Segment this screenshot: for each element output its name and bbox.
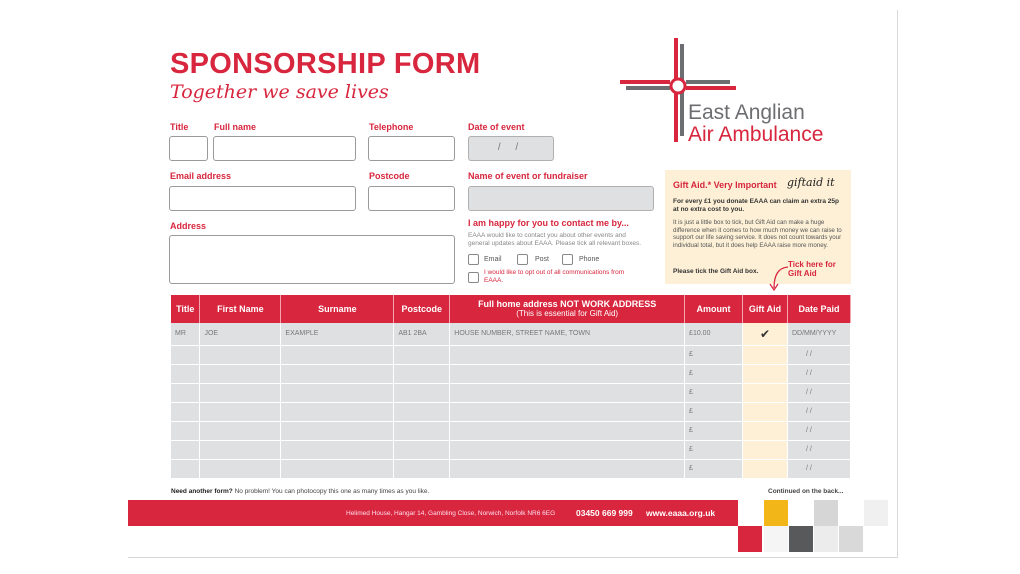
row-date-paid-cell[interactable]: / / bbox=[787, 421, 850, 440]
row-first-name-cell[interactable] bbox=[200, 421, 281, 440]
phone-checkbox[interactable] bbox=[562, 254, 573, 265]
row-postcode-cell[interactable] bbox=[394, 440, 450, 459]
row-surname-cell[interactable] bbox=[281, 440, 394, 459]
form-tagline: Together we save lives bbox=[170, 81, 389, 103]
contact-text: EAAA would like to contact you about other events and general updates about EAAA. Please tick all relevant boxes. bbox=[468, 232, 642, 247]
row-surname-cell[interactable] bbox=[281, 459, 394, 478]
row-title-cell[interactable] bbox=[171, 459, 200, 478]
full-name-field[interactable] bbox=[213, 136, 356, 161]
row-first-name-cell[interactable] bbox=[200, 383, 281, 402]
row-gift-aid-cell[interactable] bbox=[743, 402, 788, 421]
row-amount-cell[interactable]: £ bbox=[685, 421, 743, 440]
telephone-label: Telephone bbox=[369, 122, 414, 132]
row-address-cell[interactable] bbox=[450, 402, 685, 421]
row-first-name-cell[interactable] bbox=[200, 402, 281, 421]
table-row-example bbox=[171, 323, 851, 345]
col-address bbox=[450, 295, 685, 323]
col-postcode: Postcode bbox=[394, 295, 450, 323]
row-gift-aid-cell[interactable] bbox=[743, 383, 788, 402]
email-field[interactable] bbox=[169, 186, 356, 211]
post-checkbox[interactable] bbox=[517, 254, 528, 265]
row-address-cell[interactable] bbox=[450, 440, 685, 459]
email-label: Email address bbox=[170, 171, 232, 181]
row-title-cell[interactable] bbox=[171, 383, 200, 402]
row-surname-cell[interactable] bbox=[281, 345, 394, 364]
date-of-event-field[interactable]: / / bbox=[468, 136, 554, 161]
photocopy-note-bold: Need another form? bbox=[171, 488, 233, 495]
table-row bbox=[171, 459, 851, 478]
row-date-paid-cell[interactable]: / / bbox=[787, 440, 850, 459]
row-gift-aid-cell[interactable] bbox=[743, 364, 788, 383]
decor-square bbox=[764, 526, 788, 552]
row-title-cell[interactable] bbox=[171, 440, 200, 459]
row-postcode-cell[interactable] bbox=[394, 364, 450, 383]
row-first-name-cell[interactable] bbox=[200, 459, 281, 478]
example-postcode: AB1 2BA bbox=[394, 323, 450, 345]
example-surname: EXAMPLE bbox=[281, 323, 394, 345]
eaaa-logo bbox=[618, 36, 848, 156]
title-label: Title bbox=[170, 122, 189, 132]
row-date-paid-cell[interactable]: / / bbox=[787, 364, 850, 383]
row-title-cell[interactable] bbox=[171, 421, 200, 440]
form-title: SPONSORSHIP FORM bbox=[170, 48, 481, 80]
giftaid-logo: giftaid it bbox=[787, 176, 835, 189]
example-first-name: JOE bbox=[200, 323, 281, 345]
table-row bbox=[171, 383, 851, 402]
row-first-name-cell[interactable] bbox=[200, 364, 281, 383]
row-gift-aid-cell[interactable] bbox=[743, 421, 788, 440]
col-title: Title bbox=[171, 295, 200, 323]
col-first-name: First Name bbox=[200, 295, 281, 323]
row-surname-cell[interactable] bbox=[281, 383, 394, 402]
row-postcode-cell[interactable] bbox=[394, 421, 450, 440]
example-amount: £10.00 bbox=[685, 323, 743, 345]
decor-square bbox=[789, 526, 813, 552]
row-amount-cell[interactable]: £ bbox=[685, 440, 743, 459]
row-postcode-cell[interactable] bbox=[394, 459, 450, 478]
table-row bbox=[171, 364, 851, 383]
row-address-cell[interactable] bbox=[450, 364, 685, 383]
email-checkbox[interactable] bbox=[468, 254, 479, 265]
optout-label: I would like to opt out of all communications from EAAA. bbox=[484, 269, 625, 284]
decor-square bbox=[814, 526, 838, 552]
telephone-field[interactable] bbox=[368, 136, 455, 161]
photocopy-note-text: No problem! You can photocopy this one as many times as you like. bbox=[234, 488, 430, 495]
row-first-name-cell[interactable] bbox=[200, 440, 281, 459]
decor-square bbox=[839, 526, 863, 552]
example-title: MR bbox=[171, 323, 200, 345]
row-surname-cell[interactable] bbox=[281, 421, 394, 440]
row-postcode-cell[interactable] bbox=[394, 402, 450, 421]
row-surname-cell[interactable] bbox=[281, 364, 394, 383]
footer-bar bbox=[128, 500, 738, 526]
gift-aid-claim-text: For every £1 you donate EAAA can claim an extra 25p at no extra cost to you. bbox=[673, 198, 839, 213]
event-name-field[interactable] bbox=[468, 186, 654, 211]
row-date-paid-cell[interactable]: / / bbox=[787, 402, 850, 421]
row-address-cell[interactable] bbox=[450, 459, 685, 478]
row-gift-aid-cell[interactable] bbox=[743, 440, 788, 459]
gift-aid-title: Gift Aid.* Very Important bbox=[673, 180, 777, 190]
row-date-paid-cell[interactable]: / / bbox=[787, 383, 850, 402]
post-option-label: Post bbox=[535, 256, 550, 263]
row-date-paid-cell[interactable]: / / bbox=[787, 345, 850, 364]
example-address: HOUSE NUMBER, STREET NAME, TOWN bbox=[450, 323, 685, 345]
table-row bbox=[171, 345, 851, 364]
example-date-paid: DD/MM/YYYY bbox=[787, 323, 850, 345]
row-surname-cell[interactable] bbox=[281, 402, 394, 421]
example-gift-aid-tick-icon: ✔ bbox=[743, 323, 788, 345]
footer-address: Helimed House, Hangar 14, Gambling Close, Norwich, Norfolk NR6 6EG bbox=[346, 510, 556, 517]
gift-aid-body-text: It is just a little box to tick, but Gift Aid can make a huge difference when it comes to how much money we can raise to support our life saving service. It does not count towards your individual total, but it does help EAAA raise more money. bbox=[673, 219, 842, 249]
logo-line-1: East Anglian bbox=[688, 101, 805, 124]
col-address-subtitle: (This is essential for Gift Aid) bbox=[516, 309, 619, 318]
row-gift-aid-cell[interactable] bbox=[743, 459, 788, 478]
footer-phone: 03450 669 999 bbox=[576, 508, 633, 518]
row-title-cell[interactable] bbox=[171, 345, 200, 364]
address-field[interactable] bbox=[169, 235, 455, 284]
col-date-paid: Date Paid bbox=[787, 295, 850, 323]
contact-heading: I am happy for you to contact me by... bbox=[468, 218, 629, 228]
sponsor-table bbox=[171, 295, 851, 479]
row-amount-cell[interactable]: £ bbox=[685, 345, 743, 364]
row-amount-cell[interactable]: £ bbox=[685, 364, 743, 383]
sponsorship-form-sheet bbox=[128, 10, 898, 558]
decor-square bbox=[864, 500, 888, 526]
row-address-cell[interactable] bbox=[450, 345, 685, 364]
curved-arrow-icon bbox=[768, 264, 792, 292]
gift-aid-please-text: Please tick the Gift Aid box. bbox=[673, 268, 759, 275]
postcode-field[interactable] bbox=[368, 186, 455, 211]
address-label: Address bbox=[170, 221, 207, 231]
table-header-row bbox=[171, 295, 851, 323]
col-surname: Surname bbox=[281, 295, 394, 323]
row-amount-cell[interactable]: £ bbox=[685, 459, 743, 478]
col-gift-aid: Gift Aid bbox=[743, 295, 788, 323]
email-option-label: Email bbox=[484, 256, 502, 263]
row-address-cell[interactable] bbox=[450, 383, 685, 402]
tick-here-label: Tick here for Gift Aid bbox=[788, 260, 836, 278]
event-name-label: Name of event or fundraiser bbox=[468, 171, 588, 181]
col-address-title: Full home address NOT WORK ADDRESS bbox=[478, 299, 657, 309]
full-name-label: Full name bbox=[214, 122, 257, 132]
col-amount: Amount bbox=[685, 295, 743, 323]
row-postcode-cell[interactable] bbox=[394, 383, 450, 402]
row-amount-cell[interactable]: £ bbox=[685, 383, 743, 402]
decor-square bbox=[738, 526, 762, 552]
row-amount-cell[interactable]: £ bbox=[685, 402, 743, 421]
row-title-cell[interactable] bbox=[171, 364, 200, 383]
optout-checkbox[interactable] bbox=[468, 272, 479, 283]
title-field[interactable] bbox=[169, 136, 208, 161]
decor-square bbox=[814, 500, 838, 526]
footer-website: www.eaaa.org.uk bbox=[646, 508, 716, 518]
photocopy-note bbox=[171, 488, 429, 495]
continued-note: Continued on the back... bbox=[768, 488, 844, 495]
row-date-paid-cell[interactable]: / / bbox=[787, 459, 850, 478]
row-address-cell[interactable] bbox=[450, 421, 685, 440]
table-row bbox=[171, 421, 851, 440]
row-first-name-cell[interactable] bbox=[200, 345, 281, 364]
row-postcode-cell[interactable] bbox=[394, 345, 450, 364]
row-gift-aid-cell[interactable] bbox=[743, 345, 788, 364]
table-row bbox=[171, 440, 851, 459]
decor-square bbox=[764, 500, 788, 526]
table-row bbox=[171, 402, 851, 421]
postcode-label: Postcode bbox=[369, 171, 410, 181]
logo-line-2: Air Ambulance bbox=[688, 123, 824, 146]
phone-option-label: Phone bbox=[579, 256, 600, 263]
date-of-event-label: Date of event bbox=[468, 122, 525, 132]
row-title-cell[interactable] bbox=[171, 402, 200, 421]
